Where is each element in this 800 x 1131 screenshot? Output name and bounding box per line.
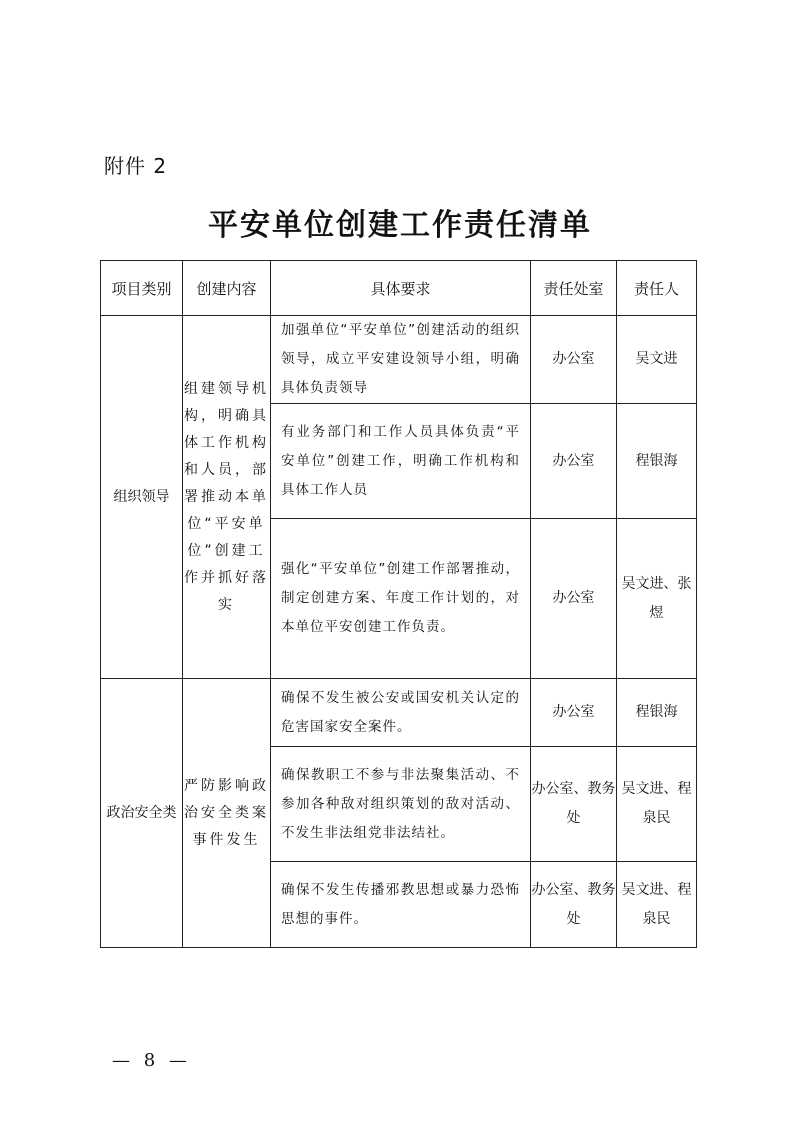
department-cell: 办公室、教务处 bbox=[531, 747, 617, 862]
content-cell: 严防影响政治安全类案事件发生 bbox=[183, 679, 271, 948]
responsibility-table bbox=[100, 260, 697, 948]
department-cell: 办公室 bbox=[531, 404, 617, 519]
document-title: 平安单位创建工作责任清单 bbox=[208, 208, 592, 243]
header-content: 创建内容 bbox=[183, 261, 271, 316]
person-cell: 吴文进 bbox=[617, 316, 697, 404]
person-cell: 吴文进、程泉民 bbox=[617, 862, 697, 948]
attachment-label: 附件 2 bbox=[104, 154, 168, 178]
header-person: 责任人 bbox=[617, 261, 697, 316]
department-cell: 办公室 bbox=[531, 519, 617, 679]
table-header-row bbox=[101, 261, 697, 316]
category-cell: 政治安全类 bbox=[101, 679, 183, 948]
requirement-cell: 加强单位“平安单位”创建活动的组织领导，成立平安建设领导小组，明确具体负责领导 bbox=[271, 316, 531, 404]
person-cell: 吴文进、张煜 bbox=[617, 519, 697, 679]
requirement-cell: 确保不发生被公安或国安机关认定的危害国家安全案件。 bbox=[271, 679, 531, 747]
department-cell: 办公室 bbox=[531, 679, 617, 747]
requirement-cell: 确保教职工不参与非法聚集活动、不参加各种敌对组织策划的敌对活动、不发生非法组党非法结社。 bbox=[271, 747, 531, 862]
content-cell: 组建领导机构，明确具体工作机构和人员，部署推动本单位“平安单位”创建工作并抓好落实 bbox=[183, 316, 271, 679]
page-number: — 8 — bbox=[112, 1050, 191, 1071]
header-requirement: 具体要求 bbox=[271, 261, 531, 316]
requirement-cell: 确保不发生传播邪教思想或暴力恐怖思想的事件。 bbox=[271, 862, 531, 948]
header-category: 项目类别 bbox=[101, 261, 183, 316]
person-cell: 程银海 bbox=[617, 404, 697, 519]
requirement-cell: 有业务部门和工作人员具体负责“平安单位”创建工作，明确工作机构和具体工作人员 bbox=[271, 404, 531, 519]
person-cell: 吴文进、程泉民 bbox=[617, 747, 697, 862]
department-cell: 办公室 bbox=[531, 316, 617, 404]
person-cell: 程银海 bbox=[617, 679, 697, 747]
table-row bbox=[101, 679, 697, 747]
header-department: 责任处室 bbox=[531, 261, 617, 316]
table-row bbox=[101, 316, 697, 404]
department-cell: 办公室、教务处 bbox=[531, 862, 617, 948]
category-cell: 组织领导 bbox=[101, 316, 183, 679]
requirement-cell: 强化“平安单位”创建工作部署推动，制定创建方案、年度工作计划的，对本单位平安创建工作负责。 bbox=[271, 519, 531, 679]
